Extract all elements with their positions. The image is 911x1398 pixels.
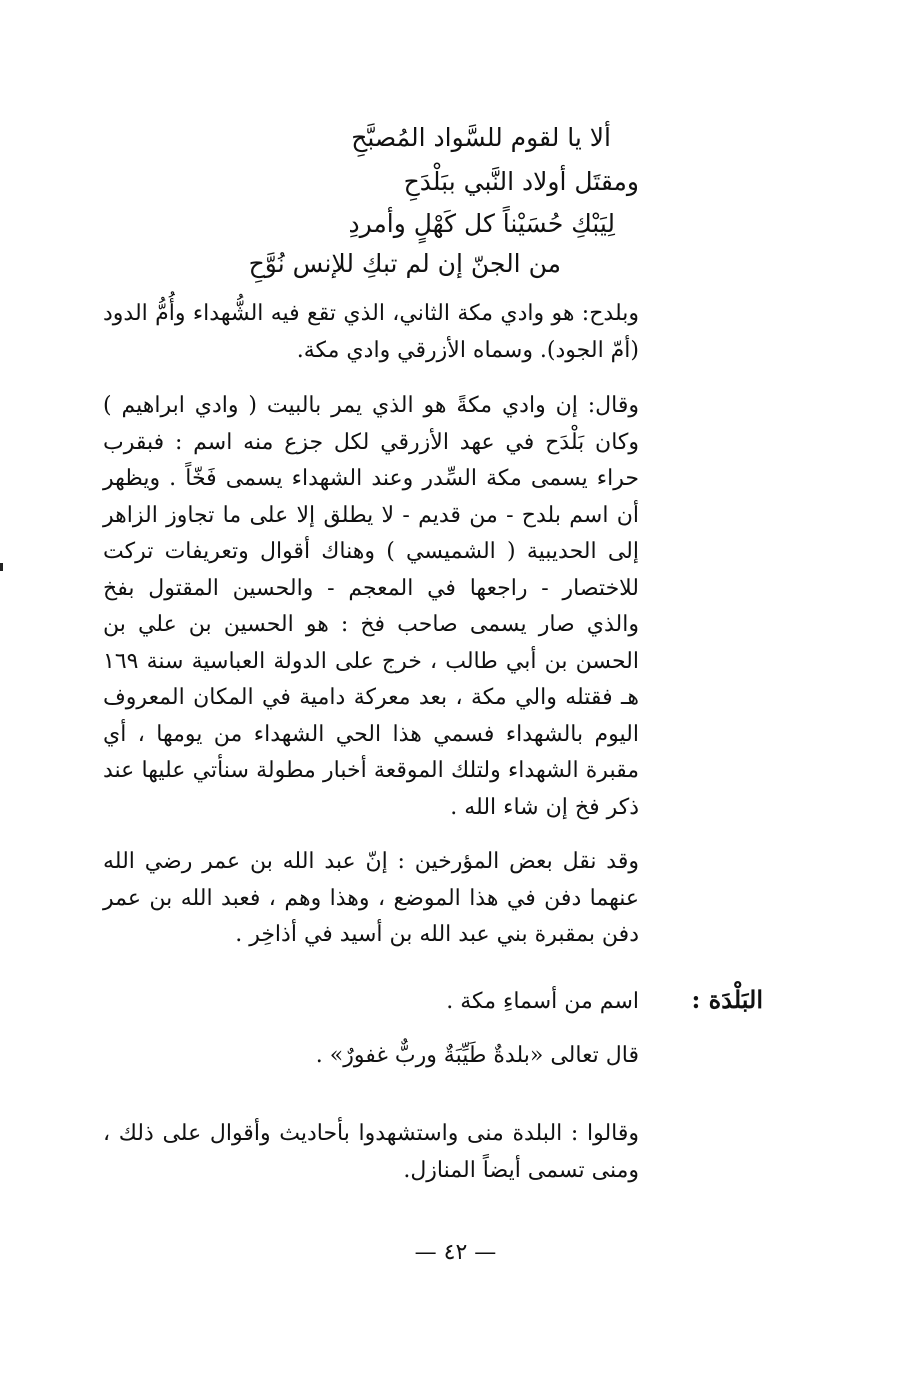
paragraph-mina: وقالوا : البلدة منى واستشهدوا بأحاديث وأقوال على ذلك ، ومنى تسمى أيضاً المنازل. [103, 1121, 639, 1183]
poem-line-2: ومقتَل أولاد النَّبي ببَلْدَحِ [403, 167, 639, 196]
paragraph-historians: وقد نقل بعض المؤرخين : إنّ عبد الله بن عمر رضي الله عنهما دفن في هذا الموضع ، وهذا وهم ، فعبد الله بن عمر دفن بمقبرة بني عبد الله بن أسيد في أذاخِر . [103, 849, 639, 947]
paragraph-wadi-makkah: وقال: إن وادي مكةً هو الذي يمر بالبيت ( وادي ابراهيم ) وكان بَلْدَح في عهد الأزرقي لكل جزع منه اسم : فبقرب حراء يسمى مكة السِّدر وعند الشهداء يسمى فَخّاً . ويظهر أن اسم بلدح - من قديم - لا يطلق إلا على ما تجاوز الزاهر إلى الحديبية ( الشميسي ) وهناك أقوال وتعريفات تركت للاختصار - راجعها في المعجم - والحسين المقتول بفخ والذي صار يسمى صاحب فخ : هو الحسين بن علي بن الحسن بن أبي طالب ، خرج على الدولة العباسية سنة ١٦٩ هـ فقتله والي مكة ، بعد معركة دامية في المكان المعروف اليوم بالشهداء فسمي هذا الحي الشهداء من يومها ، أي مقبرة الشهداء ولتلك الموقعة أخبار مطولة سنأتي عليها عند ذكر فخ إن شاء الله . [103, 393, 639, 820]
paragraph-baldah: وبلدح: هو وادي مكة الثاني، الذي تقع فيه الشُّهداء وأُمُّ الدود (أمّ الجود). وسماه الأزرقي وادي مكة. [103, 301, 639, 363]
poem-line-3: لِيَبْكِ حُسَيْناً كل كَهْلٍ وأمردِ [348, 209, 615, 238]
entry-definition: اسم من أسماءِ مكة . [446, 989, 639, 1014]
entry-heading: البَلْدَة : [691, 985, 763, 1014]
entry-quote: قال تعالى «بلدةٌ طَيِّبَةٌ وربٌّ غفورٌ» . [315, 1043, 639, 1068]
poem-line-4: من الجنّ إن لم تبكِ للإنس نُوَّحِ [248, 249, 561, 278]
margin-mark [0, 563, 3, 571]
page-number: — ٤٢ — [414, 1240, 497, 1265]
poem-line-1: ألا يا لقوم للسَّواد المُصبَّحِ [351, 123, 611, 152]
